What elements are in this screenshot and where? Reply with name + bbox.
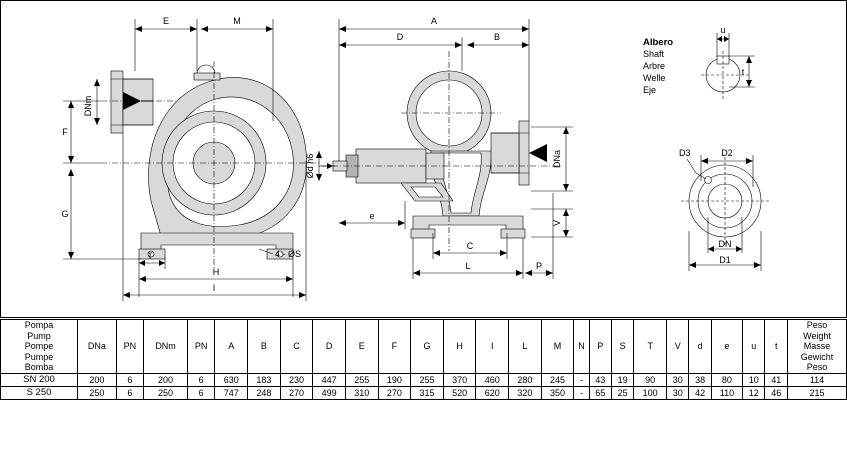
header-col-DNa: DNa <box>78 320 117 374</box>
cell-s250-E: 310 <box>345 386 378 399</box>
table-header-row <box>1 320 847 374</box>
header-col-e: e <box>711 320 742 374</box>
cell-sn200-B: 183 <box>248 373 281 386</box>
cell-sn200-P: 43 <box>589 373 611 386</box>
dim-M-label: M <box>233 16 241 26</box>
cell-s250-D: 499 <box>313 386 346 399</box>
dim-F-label: F <box>62 127 68 137</box>
cell-sn200-A: 630 <box>215 373 248 386</box>
dim-T-label: T <box>147 251 153 261</box>
cell-sn200-F: 190 <box>378 373 411 386</box>
cell-sn200-S: 19 <box>611 373 633 386</box>
dim-E-label: E <box>162 16 170 26</box>
header-col-V: V <box>667 320 689 374</box>
dim-t-label: t <box>741 67 745 77</box>
dim-V-label: V <box>552 219 562 227</box>
cell-sn200-PN2: 6 <box>187 373 215 386</box>
dim-shaft-diameter-label: Ød h6 <box>305 153 315 179</box>
header-col-d: d <box>689 320 711 374</box>
dim-G-label: G <box>61 209 69 219</box>
dim-P-label: P <box>535 261 543 271</box>
cell-sn200-PN1: 6 <box>116 373 144 386</box>
dim-L-label: L <box>465 261 471 271</box>
header-col-A: A <box>215 320 248 374</box>
cell-sn200-G: 255 <box>411 373 444 386</box>
row-label-s250: S 250 <box>1 386 78 399</box>
cell-s250-L: 320 <box>509 386 542 399</box>
dim-DNm-label: DNm <box>83 95 93 117</box>
cell-sn200-d: 38 <box>689 373 711 386</box>
shaft-title-de: Welle <box>643 73 666 83</box>
dim-DN-label: DN <box>718 239 732 249</box>
cell-s250-d: 42 <box>689 386 711 399</box>
header-weight-en: Weight <box>803 330 831 341</box>
header-pompa-it: Pompa <box>24 320 54 330</box>
cell-s250-weight: 215 <box>788 386 847 399</box>
shaft-title-fr: Arbre <box>643 61 666 71</box>
header-pump-en: Pump <box>27 330 51 341</box>
row-label-sn200: SN 200 <box>1 373 78 386</box>
dim-D3-label: D3 <box>679 148 691 158</box>
table-row <box>1 373 847 386</box>
cell-s250-T: 100 <box>634 386 667 399</box>
cell-s250-e: 110 <box>711 386 742 399</box>
dim-B-label: B <box>493 32 501 42</box>
header-col-T: T <box>634 320 667 374</box>
table-body <box>1 373 847 399</box>
header-col-PN-2: PN <box>187 320 215 374</box>
header-col-H: H <box>443 320 476 374</box>
header-pumpe-de: Pumpe <box>24 351 54 362</box>
side-view <box>305 16 573 279</box>
header-col-u: u <box>743 320 765 374</box>
cell-sn200-E: 255 <box>345 373 378 386</box>
header-col-M: M <box>541 320 574 374</box>
dim-H-label: H <box>212 267 220 277</box>
header-col-P: P <box>589 320 611 374</box>
dim-DNa-label: DNa <box>552 149 562 169</box>
dim-C-label: C <box>466 241 474 251</box>
cell-sn200-C: 230 <box>280 373 313 386</box>
cell-s250-DNm: 250 <box>144 386 188 399</box>
shaft-title-it: Albero <box>643 37 674 48</box>
shaft-title-es: Eje <box>643 85 657 95</box>
cell-sn200-N: - <box>574 373 589 386</box>
cell-s250-u: 12 <box>743 386 765 399</box>
header-col-N: N <box>574 320 589 374</box>
header-col-C: C <box>280 320 313 374</box>
cell-sn200-T: 90 <box>634 373 667 386</box>
header-col-E: E <box>345 320 378 374</box>
cell-sn200-weight: 114 <box>788 373 847 386</box>
header-masse-fr: Masse <box>803 341 831 351</box>
cell-s250-H: 520 <box>443 386 476 399</box>
header-col-D: D <box>313 320 346 374</box>
table-row <box>1 386 847 399</box>
cell-sn200-H: 370 <box>443 373 476 386</box>
cell-sn200-M: 245 <box>541 373 574 386</box>
dim-e-label: e <box>369 211 375 221</box>
header-col-F: F <box>378 320 411 374</box>
cell-sn200-t: 41 <box>765 373 788 386</box>
header-col-S: S <box>611 320 633 374</box>
header-bomba-es: Bomba <box>24 362 54 372</box>
cell-sn200-L: 280 <box>509 373 542 386</box>
header-pompe-fr: Pompe <box>24 341 54 351</box>
header-peso-es: Peso <box>806 362 828 372</box>
cell-s250-DNa: 250 <box>78 386 117 399</box>
cell-sn200-DNa: 200 <box>78 373 117 386</box>
shaft-title-en: Shaft <box>643 49 665 59</box>
header-col-L: L <box>509 320 542 374</box>
front-view <box>61 16 321 301</box>
header-weight <box>788 320 847 374</box>
header-col-DNm: DNm <box>144 320 188 374</box>
header-pump-names <box>1 320 78 374</box>
dim-I-label: I <box>212 283 216 293</box>
cell-sn200-u: 10 <box>743 373 765 386</box>
dim-D2-label: D2 <box>721 148 733 158</box>
dim-A-label: A <box>430 16 438 26</box>
header-gewicht-de: Gewicht <box>800 351 834 362</box>
header-col-t: t <box>765 320 788 374</box>
cell-s250-M: 350 <box>541 386 574 399</box>
header-peso-it: Peso <box>806 320 828 330</box>
cell-s250-S: 25 <box>611 386 633 399</box>
cell-sn200-D: 447 <box>313 373 346 386</box>
cell-s250-PN1: 6 <box>116 386 144 399</box>
cell-sn200-I: 460 <box>476 373 509 386</box>
cell-s250-P: 65 <box>589 386 611 399</box>
note-bolt-holes: 4 - ØS <box>275 249 302 259</box>
cell-s250-N: - <box>574 386 589 399</box>
cell-s250-I: 620 <box>476 386 509 399</box>
cell-s250-B: 248 <box>248 386 281 399</box>
pump-dimensions-table <box>0 319 847 400</box>
table-head <box>1 320 847 374</box>
pump-dimension-drawing <box>1 1 846 317</box>
dim-D1-label: D1 <box>719 255 731 265</box>
cell-sn200-e: 80 <box>711 373 742 386</box>
cell-s250-t: 46 <box>765 386 788 399</box>
cell-sn200-DNm: 200 <box>144 373 188 386</box>
cell-s250-F: 270 <box>378 386 411 399</box>
cell-s250-V: 30 <box>667 386 689 399</box>
cell-s250-PN2: 6 <box>187 386 215 399</box>
cell-sn200-V: 30 <box>667 373 689 386</box>
flange-detail-view <box>679 148 769 271</box>
header-col-PN-1: PN <box>116 320 144 374</box>
cell-s250-C: 270 <box>280 386 313 399</box>
cell-s250-G: 315 <box>411 386 444 399</box>
shaft-detail-view <box>643 25 755 99</box>
header-col-B: B <box>248 320 281 374</box>
dim-D-label: D <box>396 32 404 42</box>
cell-s250-A: 747 <box>215 386 248 399</box>
dim-u-label: u <box>720 25 726 35</box>
header-col-G: G <box>411 320 444 374</box>
header-col-I: I <box>476 320 509 374</box>
